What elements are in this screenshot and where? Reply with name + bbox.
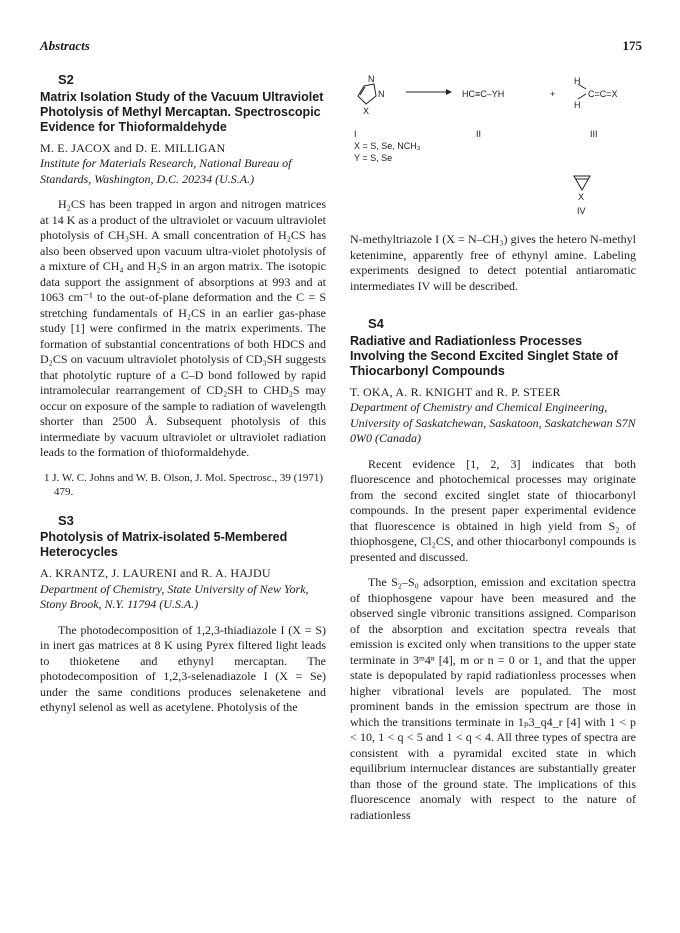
plus-sign: + — [550, 89, 556, 99]
ring-atom-n1: N — [368, 74, 375, 84]
reaction-scheme — [350, 72, 646, 222]
compound-label-2: II — [476, 129, 482, 139]
right-column — [350, 72, 636, 833]
legend-x: X = S, Se, NCH₃ — [354, 141, 421, 151]
abstract-affiliation-s2: Institute for Materials Research, National Bureau of Standards, Washington, D.C. 20234 (U.S.A.) — [40, 156, 292, 186]
abstract-title-s2: Matrix Isolation Study of the Vacuum Ultraviolet Photolysis of Methyl Mercaptan. Spectroscopic Evidence for Thioformaldehyde — [40, 89, 324, 134]
h-atom-top: H — [574, 76, 581, 86]
abstract-body-s4-p1: Recent evidence [1, 2, 3] indicates that both fluorescence and photochemical processes may originate from the second excited singlet state of thiocarbonyl compounds. In the present paper experimental evidence that fluorescence is obtained in high yield from S₂ of thiophosgene, Cl₂CS, and other thiocarbonyl compounds is presented and discussed. — [350, 456, 636, 564]
abstract-code-s3: S3 — [58, 512, 74, 528]
compound-label-4: IV — [577, 206, 586, 216]
h-atom-bottom: H — [574, 100, 581, 110]
abstract-body-s4-p2: The S₂–S₀ adsorption, emission and excitation spectra of thiophosgene vapour have been measured and the observed single vibronic transitions assigned. Comparison of the absorption and excitation spectra reveals that emission is excited only when transitions to the upper state terminate in 3ᵐ4ⁿ [4], m or n = 0 or 1, and that the upper state is depopulated by rapid radiationless processes when higher vibrational levels are populated. The most prominent bands in the emission spectrum are those in which the transitions terminate in 1ₚ3_q4_r [4] with 1 < p < 10, 1 < q < 5 and 1 < q < 4. All three types of spectra are consistent with a pyramidal excited state in which equilibrium internuclear distances are substantially greater than those of the ground state. The implications of this fluorescence anomaly with respect to the nature of radiationless — [350, 575, 636, 822]
running-header-section: Abstracts — [40, 38, 90, 53]
reference-s2-1: 1 J. W. C. Johns and W. B. Olson, J. Mol. Spectrosc., 39 (1971) 479. — [44, 471, 323, 498]
ring-atom-x: X — [363, 106, 370, 116]
left-column — [40, 72, 326, 726]
legend-y: Y = S, Se — [354, 153, 393, 163]
abstract-affiliation-s3: Department of Chemistry, State University of New York, Stony Brook, N.Y. 11794 (U.S.A.) — [40, 581, 309, 611]
abstract-authors-s2: M. E. JACOX and D. E. MILLIGAN — [40, 140, 226, 155]
ring-atom-x-iv: X — [578, 192, 585, 202]
abstract-title-s4: Radiative and Radiationless Processes Involving the Second Excited Singlet State of Thiocarbonyl Compounds — [350, 333, 619, 378]
abstract-title-s3: Photolysis of Matrix-isolated 5-Membered Heterocycles — [40, 530, 288, 559]
product-ketene: C=C=X — [588, 89, 618, 99]
abstract-authors-s4: T. OKA, A. R. KNIGHT and R. P. STEER — [350, 384, 561, 399]
page-number: 175 — [622, 38, 642, 53]
abstract-code-s2: S2 — [58, 72, 74, 87]
abstract-body-s3-continued: N-methyltriazole I (X = N–CH₃) gives the hetero N-methyl ketenimine, apparently free of ethynyl amine. Labeling experiments designed to detect potential antiaromatic intermediates IV will be described. — [350, 232, 636, 293]
compound-label-1: I — [354, 129, 357, 139]
compound-label-3: III — [590, 129, 598, 139]
ring-atom-n2: N — [378, 89, 385, 99]
abstract-affiliation-s4: Department of Chemistry and Chemical Engineering, University of Saskatchewan, Saskatoon, Saskatchewan S7N 0W0 (Canada) — [350, 400, 636, 445]
abstract-body-s2: H₂CS has been trapped in argon and nitrogen matrices at 14 K as a product of the ultraviolet or vacuum ultraviolet photolysis of CH₃SH. A small concentration of H₂CS has also been observed upon vacuum ultra-violet photolysis of a mixture of CH₄ and H₂S in an argon matrix. The isotopic data support the assignment of absorptions at 993 and at 1063 cm⁻¹ to the out-of-plane deformation and the C = S stretching fundamentals of H₂CS in an earlier gas-phase study [1] were confirmed in the matrix experiments. The formation of substantial concentrations of both HDCS and D₂CS on vacuum ultraviolet photolysis of CD₃SH suggests that photolytic rupture of a C–D bond followed by rapid intramolecular rearrangement of CD₂SH to CHD₂S may occur on exposure of the sample to radiation of wavelength shorter than 2500 Å. Subsequent photolysis of this intermediate by vacuum ultraviolet or ultraviolet radiation leads to the formation of thioformaldehyde. — [40, 197, 326, 459]
product-ethynyl: HC≡C–YH — [462, 89, 505, 99]
abstract-body-s3: The photodecomposition of 1,2,3-thiadiazole I (X = S) in inert gas matrices at 8 K using Pyrex filtered light leads to thioketene and ethynyl mercaptan. The photodecomposition of 1,2,3-selenadiazole I (X = Se) under the same conditions produces selenaketene and ethynyl selenol as well as acetylene. Photolysis of the — [40, 622, 326, 714]
abstract-code-s4: S4 — [368, 316, 384, 331]
abstract-authors-s3: A. KRANTZ, J. LAURENI and R. A. HAJDU — [40, 566, 271, 580]
